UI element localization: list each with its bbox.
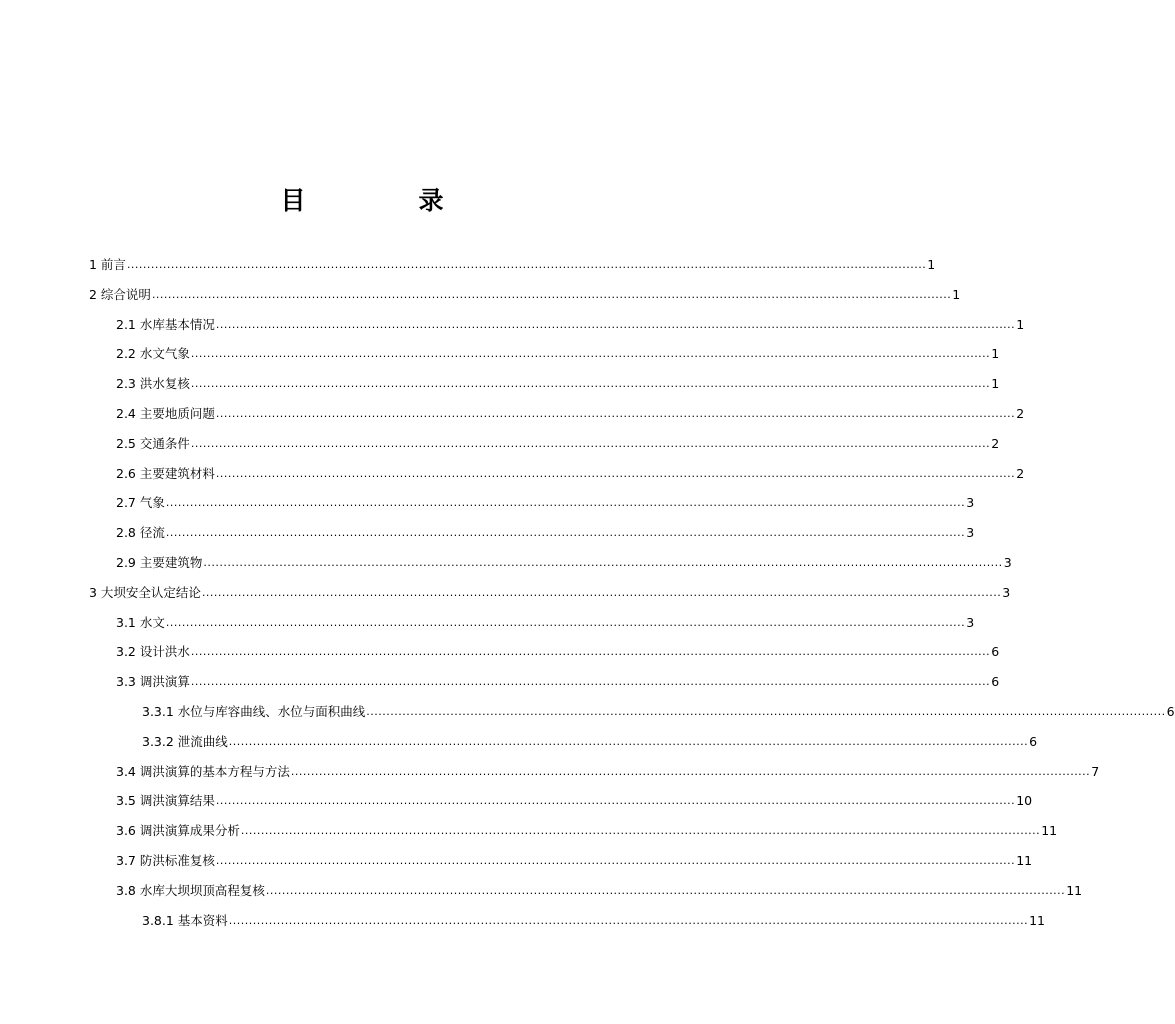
toc-entry-page: 11 bbox=[1041, 823, 1058, 839]
dot-leader: ........................................................................................................................................................................................................ bbox=[215, 794, 1016, 808]
toc-entry-label: 3.3 调洪演算 bbox=[116, 674, 190, 690]
toc-entry-label: 2 综合说明 bbox=[89, 286, 151, 302]
toc-entry-page: 3 bbox=[1003, 555, 1012, 570]
toc-entry-page: 2 bbox=[1016, 406, 1025, 421]
dot-leader: ........................................................................................................................................................................................................ bbox=[165, 496, 966, 510]
toc-entry-3-7[interactable] bbox=[116, 848, 1033, 870]
dot-leader: ........................................................................................................................................................................................................ bbox=[190, 436, 991, 450]
dot-leader: ........................................................................................................................................................................................................ bbox=[215, 854, 1016, 867]
toc-entry-2-5[interactable] bbox=[116, 431, 1000, 453]
toc-entry-2-9[interactable] bbox=[116, 550, 1012, 572]
toc-entry-label: 3.1 水文 bbox=[116, 614, 165, 630]
toc-entry-label: 2.4 主要地质问题 bbox=[116, 406, 215, 421]
toc-entry-3-6[interactable] bbox=[116, 818, 1058, 840]
toc-entry-label: 2.3 洪水复核 bbox=[116, 376, 190, 392]
dot-leader: ........................................................................................................................................................................................................ bbox=[228, 734, 1029, 748]
toc-entry-page: 3 bbox=[966, 525, 975, 541]
toc-entry-3-3-2[interactable] bbox=[142, 729, 1038, 751]
toc-entry-page: 6 bbox=[1029, 733, 1038, 749]
toc-entry-page: 3 bbox=[966, 495, 975, 511]
dot-leader: ........................................................................................................................................................................................................ bbox=[215, 407, 1016, 420]
dot-leader: ........................................................................................................................................................................................................ bbox=[165, 615, 966, 629]
toc-entry-2-2[interactable] bbox=[116, 341, 1000, 363]
toc-entry-label: 3.7 防洪标准复核 bbox=[116, 853, 215, 868]
toc-entry-3-4[interactable] bbox=[116, 759, 1100, 781]
dot-leader: ........................................................................................................................................................................................................ bbox=[190, 675, 991, 689]
toc-entry-label: 3.5 调洪演算结果 bbox=[116, 793, 215, 809]
dot-leader: ........................................................................................................................................................................................................ bbox=[366, 705, 1166, 718]
toc-entry-3[interactable] bbox=[89, 580, 1011, 602]
dot-leader: ........................................................................................................................................................................................................ bbox=[228, 913, 1029, 927]
toc-entry-label: 3.3.2 泄流曲线 bbox=[142, 733, 228, 749]
toc-entry-page: 6 bbox=[1166, 704, 1175, 719]
dot-leader: ........................................................................................................................................................................................................ bbox=[203, 556, 1003, 569]
toc-entry-label: 1 前言 bbox=[89, 257, 126, 272]
toc-entry-3-3[interactable] bbox=[116, 669, 1000, 691]
dot-leader: ........................................................................................................................................................................................................ bbox=[215, 317, 1016, 331]
toc-entry-label: 2.7 气象 bbox=[116, 495, 165, 511]
toc-entry-label: 3.3.1 水位与库容曲线、水位与面积曲线 bbox=[142, 704, 366, 719]
toc-entry-3-1[interactable] bbox=[116, 610, 975, 632]
toc-entry-page: 1 bbox=[1016, 316, 1025, 332]
dot-leader: ........................................................................................................................................................................................................ bbox=[201, 585, 1002, 599]
toc-entry-2-8[interactable] bbox=[116, 520, 975, 542]
toc-entry-page: 1 bbox=[927, 257, 936, 272]
toc-entry-page: 11 bbox=[1029, 912, 1046, 928]
toc-entry-2-4[interactable] bbox=[116, 401, 1025, 423]
toc-entry-1[interactable] bbox=[89, 252, 936, 274]
toc-entry-label: 3.8.1 基本资料 bbox=[142, 912, 228, 928]
dot-leader: ........................................................................................................................................................................................................ bbox=[151, 287, 952, 301]
dot-leader: ........................................................................................................................................................................................................ bbox=[240, 824, 1041, 838]
toc-entry-3-5[interactable] bbox=[116, 788, 1033, 810]
toc-title: 目 录 bbox=[280, 186, 488, 215]
toc-entry-label: 3.2 设计洪水 bbox=[116, 644, 190, 660]
toc-entry-2-1[interactable] bbox=[116, 312, 1025, 334]
dot-leader: ........................................................................................................................................................................................................ bbox=[190, 645, 991, 659]
dot-leader: ........................................................................................................................................................................................................ bbox=[165, 526, 966, 540]
toc-entry-label: 2.1 水库基本情况 bbox=[116, 316, 215, 332]
toc-entry-3-8-1[interactable] bbox=[142, 908, 1046, 930]
toc-entry-page: 3 bbox=[1002, 584, 1011, 600]
toc-entry-page: 6 bbox=[991, 674, 1000, 690]
toc-entry-label: 2.6 主要建筑材料 bbox=[116, 465, 215, 481]
toc-entry-label: 3.6 调洪演算成果分析 bbox=[116, 823, 240, 839]
dot-leader: ........................................................................................................................................................................................................ bbox=[126, 258, 927, 271]
toc-entry-2-6[interactable] bbox=[116, 461, 1025, 483]
toc-entry-2-7[interactable] bbox=[116, 490, 975, 512]
toc-entry-3-3-1[interactable] bbox=[142, 699, 1175, 721]
toc-entry-label: 3.4 调洪演算的基本方程与方法 bbox=[116, 763, 290, 779]
toc-entry-page: 6 bbox=[991, 644, 1000, 660]
dot-leader: ........................................................................................................................................................................................................ bbox=[190, 347, 991, 361]
toc-entry-page: 11 bbox=[1066, 882, 1083, 898]
toc-entry-2[interactable] bbox=[89, 282, 961, 304]
toc-entry-label: 2.9 主要建筑物 bbox=[116, 555, 203, 570]
toc-entry-label: 3 大坝安全认定结论 bbox=[89, 584, 201, 600]
toc-entry-page: 10 bbox=[1016, 793, 1033, 809]
toc-entry-2-3[interactable] bbox=[116, 371, 1000, 393]
dot-leader: ........................................................................................................................................................................................................ bbox=[290, 764, 1091, 778]
dot-leader: ........................................................................................................................................................................................................ bbox=[190, 377, 991, 391]
toc-entry-3-8[interactable] bbox=[116, 878, 1083, 900]
toc-entry-page: 3 bbox=[966, 614, 975, 630]
toc-entry-label: 2.5 交通条件 bbox=[116, 435, 190, 451]
toc-entry-3-2[interactable] bbox=[116, 639, 1000, 661]
toc-entry-page: 2 bbox=[1016, 465, 1025, 481]
toc-entry-page: 1 bbox=[952, 286, 961, 302]
toc-entry-page: 11 bbox=[1016, 853, 1033, 868]
toc-entry-label: 2.8 径流 bbox=[116, 525, 165, 541]
toc-entry-label: 3.8 水库大坝坝顶高程复核 bbox=[116, 882, 265, 898]
dot-leader: ........................................................................................................................................................................................................ bbox=[265, 883, 1066, 897]
dot-leader: ........................................................................................................................................................................................................ bbox=[215, 466, 1016, 480]
toc-entry-page: 2 bbox=[991, 435, 1000, 451]
toc-entry-label: 2.2 水文气象 bbox=[116, 346, 190, 362]
toc-entry-page: 1 bbox=[991, 346, 1000, 362]
toc-entry-page: 7 bbox=[1091, 763, 1100, 779]
toc-entry-page: 1 bbox=[991, 376, 1000, 392]
